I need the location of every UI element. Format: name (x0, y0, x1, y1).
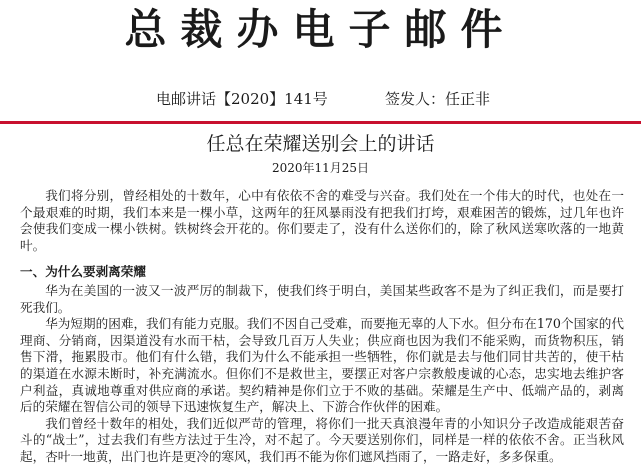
document-header-title: 总裁办电子邮件 (124, 5, 517, 54)
speech-body (20, 188, 624, 466)
intro-paragraph: 我们将分别，曾经相处的十数年，心中有依依不舍的难受与兴奋。我们处在一个伟大的时代，也处在一个最艰难的时期，我们本来是一棵小草，这两年的狂风暴雨没有把我们打垮，艰难困苦的锻炼，过几年也许会使我们变成一棵小铁树。铁树终会开花的。你们要走了，没有什么送你们的，除了秋风送寒吹落的一地黄叶。 (20, 188, 624, 253)
signatory: 签发人：任正非 (385, 90, 491, 108)
speech-title: 任总在荣耀送别会上的讲话 (206, 133, 435, 155)
header-divider (0, 121, 641, 124)
body-paragraph: 我们曾经十数年的相处，我们近似严苛的管理，将你们一批天真浪漫年青的小知识分子改造成能艰苦奋斗的“战士”，过去我们有些方法过于生冷，对不起了。今天要送别你们，同样是一样的依依不舍。正当秋风起，杏叶一地黄，出门也许是更冷的寒风，我们再不能为你们遮风挡雨了，一路走好，多多保重。 (20, 415, 624, 464)
body-paragraph: 华为在美国的一波又一波严厉的制裁下，使我们终于明白，美国某些政客不是为了纠正我们，而是要打死我们。 (20, 282, 624, 315)
section-heading: 一、为什么要剥离荣耀 (20, 264, 146, 280)
speech-date: 2020年11月25日 (271, 161, 370, 175)
document-number: 电邮讲话【2020】141号 (156, 90, 328, 108)
body-paragraph: 华为短期的困难，我们有能力克服。我们不因自己受难，而要拖无辜的人下水。但分布在170个国家的代理商、分销商，因渠道没有水而干枯，会导致几百万人失业；供应商也因为我们不能采购，而货物积压，销售下滑，拖累股市。他们有什么错，我们为什么不能承担一些牺牲，你们就是去与他们同甘共苦的，使干枯的渠道在水源未断时，补充满流水。但你们不是救世主，要摆正对客户宗教般虔诚的心态，忠实地去维护客户利益，真诚地尊重对供应商的承诺。契约精神是你们立于不败的基础。荣耀是生产中、低端产品的，剥离后的荣耀在智信公司的领导下迅速恢复生产，解决上、下游合作伙伴的困难。 (20, 316, 624, 415)
